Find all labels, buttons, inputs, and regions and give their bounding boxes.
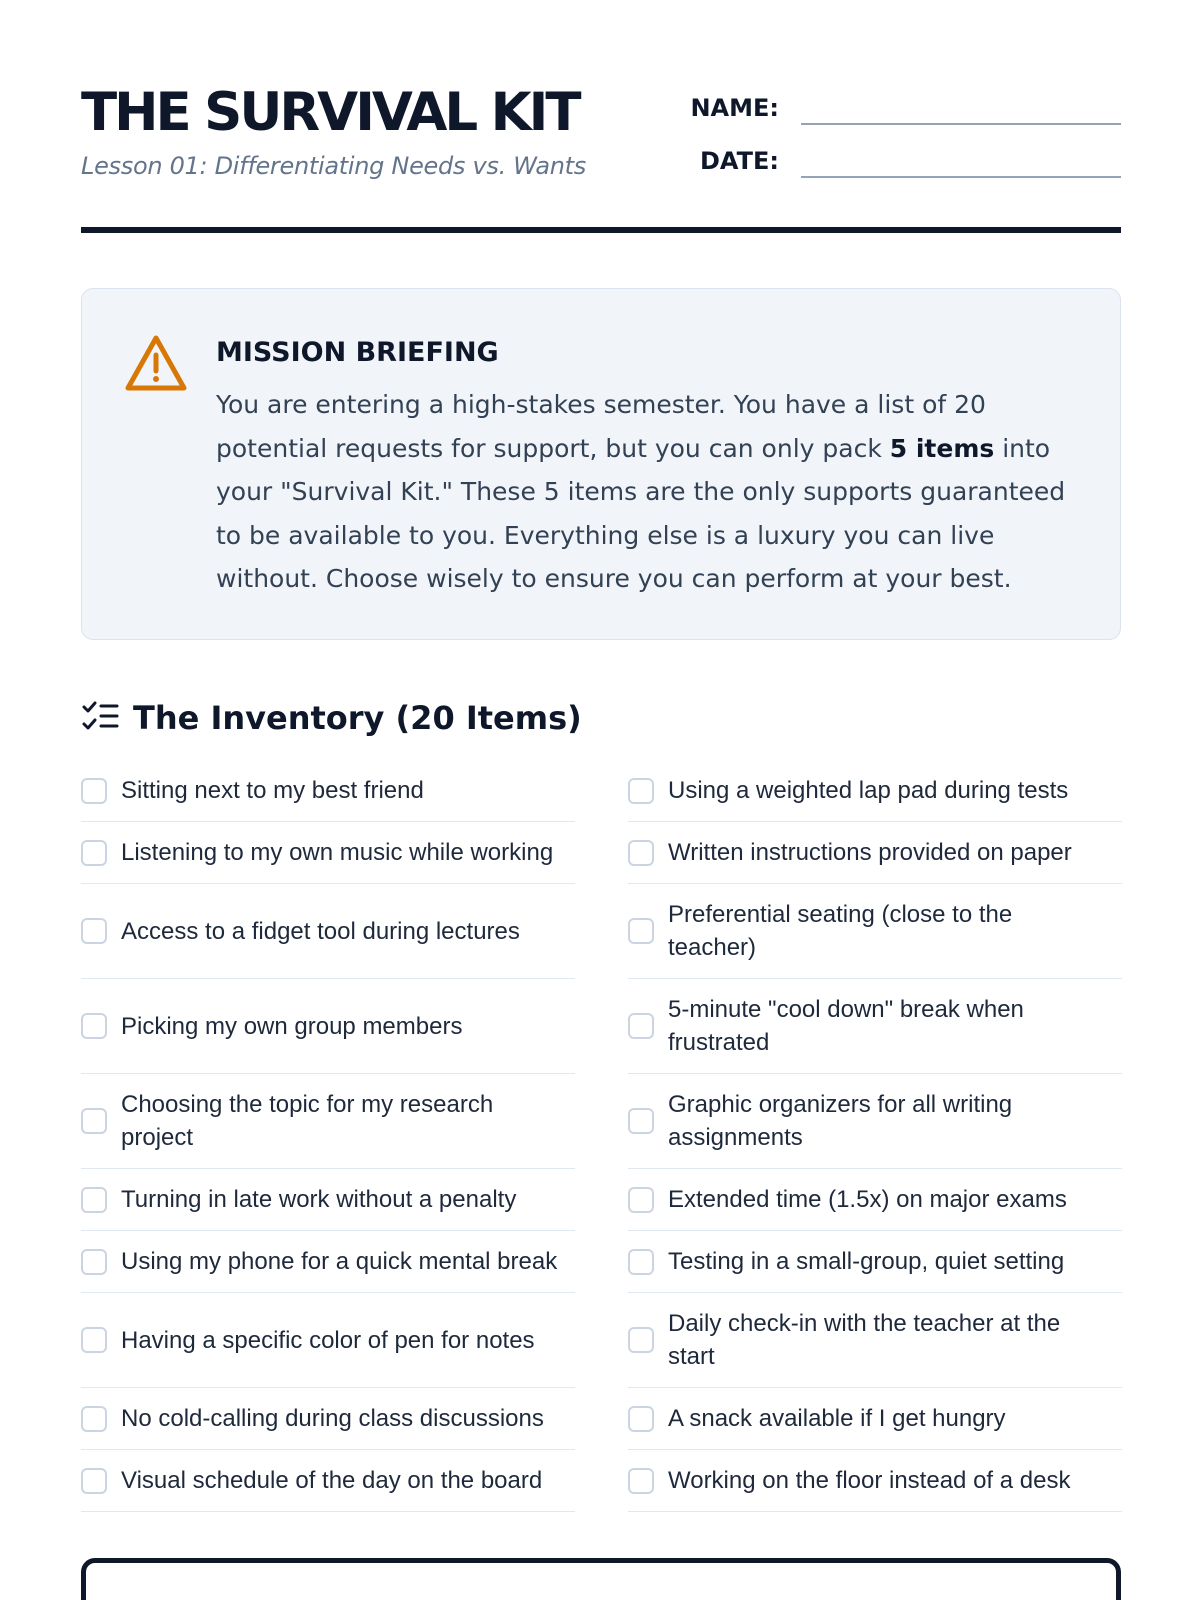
name-field[interactable] — [81, 94, 1121, 128]
item-checkbox[interactable] — [81, 1406, 107, 1432]
inventory-item[interactable] — [628, 760, 1122, 822]
item-label: Preferential seating (close to the teacher) — [668, 901, 1013, 961]
inventory-item[interactable] — [628, 1388, 1122, 1450]
item-checkbox[interactable] — [628, 1108, 654, 1134]
item-label: Working on the floor instead of a desk — [668, 1467, 1071, 1494]
inventory-column-left — [81, 760, 575, 1512]
item-checkbox[interactable] — [81, 778, 107, 804]
inventory-item[interactable] — [628, 979, 1122, 1074]
name-line[interactable] — [801, 123, 1121, 125]
inventory-item[interactable] — [81, 979, 575, 1074]
item-checkbox[interactable] — [628, 1013, 654, 1039]
item-label: Access to a fidget tool during lectures — [121, 917, 520, 945]
item-checkbox[interactable] — [628, 1187, 654, 1213]
name-label: NAME: — [690, 94, 779, 122]
item-checkbox[interactable] — [628, 918, 654, 944]
item-label: Turning in late work without a penalty — [121, 1186, 517, 1213]
inventory-item[interactable] — [81, 1388, 575, 1450]
item-label: Having a specific color of pen for notes — [121, 1326, 535, 1354]
item-checkbox[interactable] — [628, 1468, 654, 1494]
item-checkbox[interactable] — [628, 1249, 654, 1275]
item-checkbox[interactable] — [81, 840, 107, 866]
inventory-item[interactable] — [628, 1169, 1122, 1231]
item-label: A snack available if I get hungry — [668, 1405, 1006, 1432]
briefing-emphasis: 5 items — [889, 433, 995, 463]
item-checkbox[interactable] — [628, 1327, 654, 1353]
item-checkbox[interactable] — [81, 1187, 107, 1213]
inventory-column-right — [628, 760, 1122, 1512]
item-checkbox[interactable] — [81, 1468, 107, 1494]
item-label: Sitting next to my best friend — [121, 777, 424, 804]
inventory-item[interactable] — [81, 1231, 575, 1293]
inventory-item[interactable] — [81, 1450, 575, 1512]
briefing-title: MISSION BRIEFING — [216, 337, 499, 368]
item-checkbox[interactable] — [81, 1249, 107, 1275]
date-line[interactable] — [801, 176, 1121, 178]
item-label: Using a weighted lap pad during tests — [668, 777, 1069, 804]
page-subtitle: Lesson 01: Differentiating Needs vs. Wants — [81, 152, 586, 180]
item-checkbox[interactable] — [81, 1327, 107, 1353]
briefing-text: You are entering a high-stakes semester. You have a list of 20 potential requests for support, but you can only pack 5 items into your "Survival Kit." These 5 items are the only supports guaranteed to be available to you. Everything else is a luxury you can live without. Choose wisely to ensure you can perform at your best. — [216, 390, 1066, 593]
worksheet-header — [81, 82, 1121, 234]
warning-triangle-icon — [124, 333, 188, 393]
item-label: Choosing the topic for my research project — [121, 1091, 494, 1151]
inventory-item[interactable] — [628, 1450, 1122, 1512]
item-label: Visual schedule of the day on the board — [121, 1467, 543, 1494]
inventory-item[interactable] — [81, 1293, 575, 1388]
item-label: Extended time (1.5x) on major exams — [668, 1186, 1067, 1213]
inventory-item[interactable] — [628, 1074, 1122, 1169]
item-checkbox[interactable] — [81, 918, 107, 944]
inventory-item[interactable] — [81, 884, 575, 979]
item-label: Daily check-in with the teacher at the start — [668, 1310, 1061, 1370]
mission-briefing-panel — [81, 288, 1121, 640]
item-label: Written instructions provided on paper — [668, 839, 1072, 866]
page-title: THE SURVIVAL KIT — [81, 82, 579, 143]
checklist-icon — [81, 700, 119, 734]
inventory-item[interactable] — [628, 884, 1122, 979]
item-checkbox[interactable] — [628, 778, 654, 804]
item-label: Picking my own group members — [121, 1012, 463, 1040]
inventory-item[interactable] — [81, 822, 575, 884]
item-label: Listening to my own music while working — [121, 839, 554, 866]
item-label: Graphic organizers for all writing assignments — [668, 1091, 1013, 1151]
date-field[interactable] — [81, 147, 1121, 181]
inventory-item[interactable] — [81, 1169, 575, 1231]
item-checkbox[interactable] — [81, 1013, 107, 1039]
item-checkbox[interactable] — [628, 840, 654, 866]
item-checkbox[interactable] — [628, 1406, 654, 1432]
item-label: No cold-calling during class discussions — [121, 1405, 544, 1432]
survival-kit-box — [81, 1558, 1121, 1600]
inventory-item[interactable] — [628, 1293, 1122, 1388]
inventory-title: The Inventory (20 Items) — [133, 699, 582, 737]
item-label: Testing in a small-group, quiet setting — [668, 1248, 1065, 1275]
inventory-item[interactable] — [628, 1231, 1122, 1293]
inventory-item[interactable] — [81, 760, 575, 822]
inventory-item[interactable] — [628, 822, 1122, 884]
date-label: DATE: — [700, 147, 779, 175]
inventory-item[interactable] — [81, 1074, 575, 1169]
header-divider — [81, 227, 1121, 233]
item-checkbox[interactable] — [81, 1108, 107, 1134]
item-label: Using my phone for a quick mental break — [121, 1248, 558, 1275]
item-label: 5-minute "cool down" break when frustrated — [668, 996, 1024, 1056]
